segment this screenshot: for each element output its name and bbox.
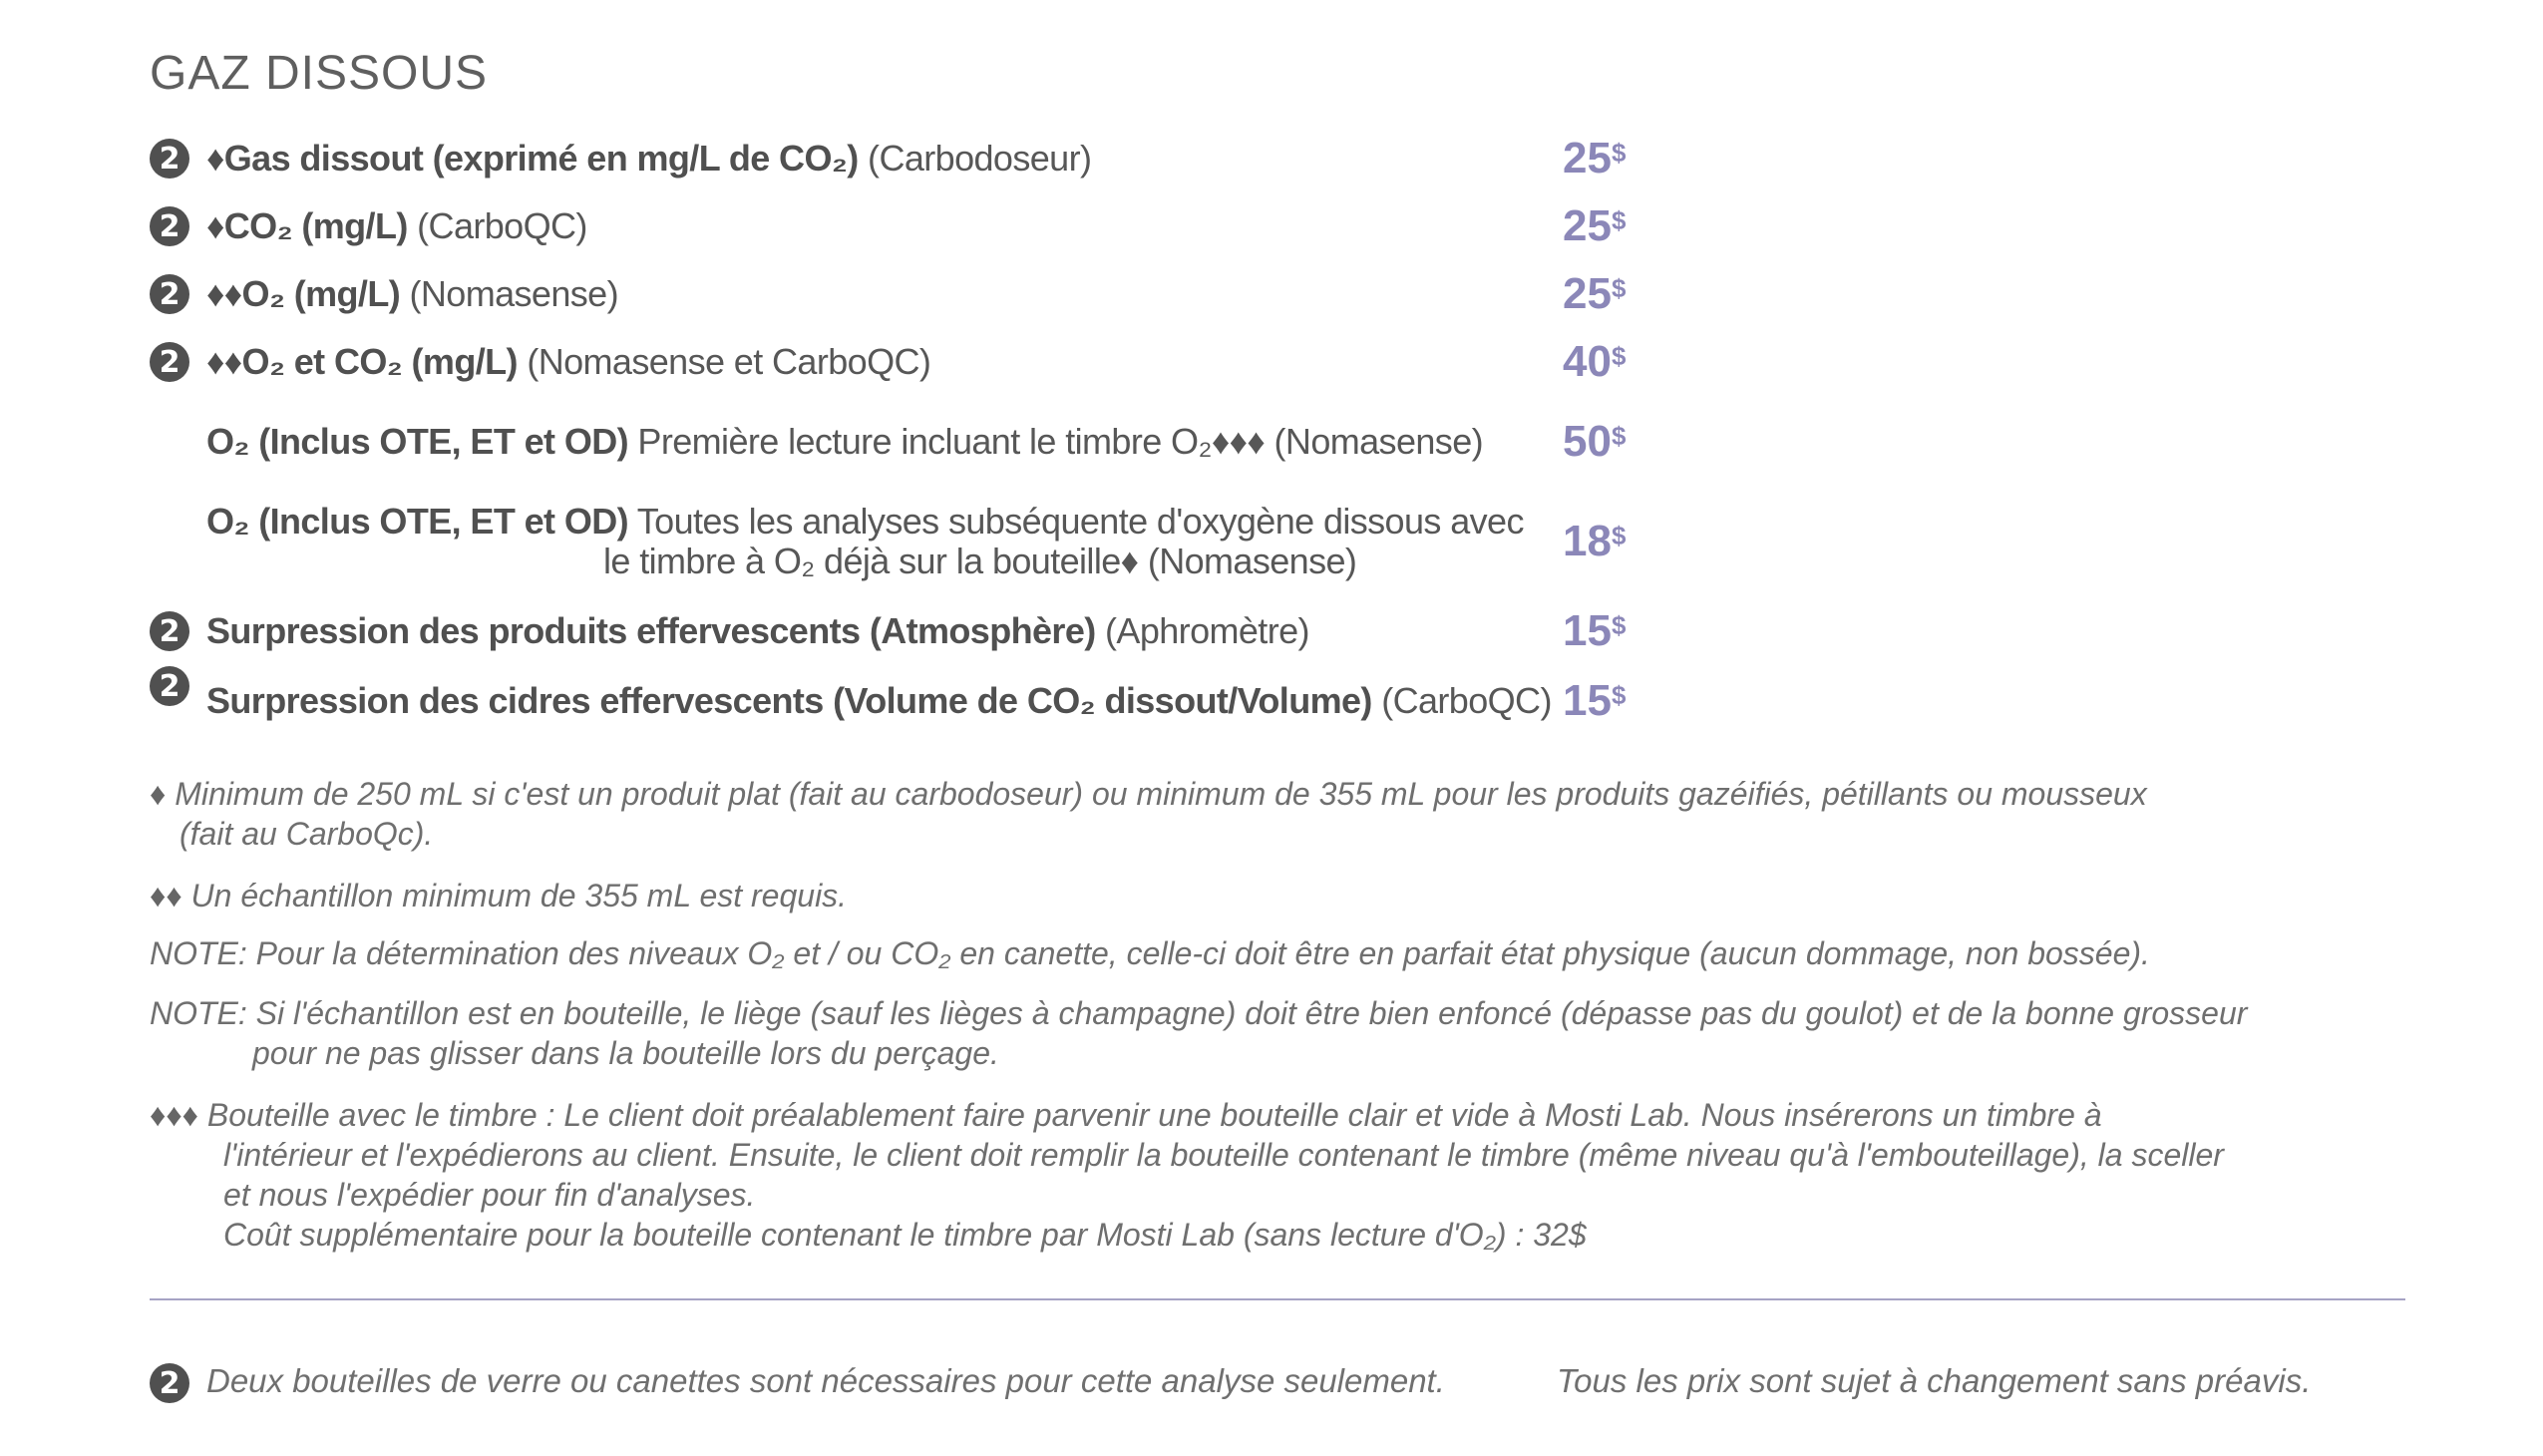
analysis-instrument: (Aphromètre): [1095, 610, 1309, 651]
currency-symbol: $: [1611, 680, 1627, 710]
analysis-name: Surpression des cidres effervescents (Volume de CO₂ dissout/Volume): [206, 680, 1372, 721]
price-value: 15: [1563, 606, 1612, 655]
analysis-instrument: (Carbodoseur): [858, 138, 1092, 179]
analysis-name: ♦♦O₂ et CO₂ (mg/L): [206, 341, 518, 382]
footnote-triple-diamond: [150, 1095, 2102, 1135]
currency-symbol: $: [1611, 421, 1627, 451]
footnote-note-bottle: NOTE: Si l'échantillon est en bouteille, le liège (sauf les lièges à champagne) doit être bien enfoncé (dépasse pas du goulot) et de la bonne grosseur: [150, 995, 2248, 1031]
analysis-description: [206, 341, 930, 383]
divider: [150, 1298, 2405, 1300]
footnote-text-continued: (fait au CarboQc).: [180, 816, 434, 852]
footnote-text: Minimum de 250 mL si c'est un produit plat (fait au carbodoseur) ou minimum de 355 mL pour les produits gazéifiés, pétillants ou mousseux: [166, 776, 2147, 812]
analysis-price: [1563, 337, 1626, 387]
currency-symbol: $: [1611, 205, 1627, 235]
analysis-description: [206, 501, 1524, 543]
analysis-description: [206, 205, 587, 247]
price-value: 15: [1563, 676, 1612, 725]
currency-symbol: $: [1611, 610, 1627, 640]
single-diamond-icon: ♦: [150, 776, 167, 812]
two-bottles-badge-icon: 2: [150, 1363, 189, 1403]
currency-symbol: $: [1611, 138, 1627, 168]
price-value: 25: [1563, 201, 1612, 250]
two-bottles-badge-icon: 2: [150, 611, 189, 651]
analysis-instrument: (Nomasense): [400, 273, 618, 314]
analysis-description: [206, 421, 1483, 463]
double-diamond-icon: ♦♦: [150, 878, 182, 913]
footnote-text: Un échantillon minimum de 355 mL est requis.: [182, 878, 848, 913]
analysis-price: [1563, 676, 1626, 726]
analysis-name: O₂ (Inclus OTE, ET et OD): [206, 501, 629, 542]
currency-symbol: $: [1611, 341, 1627, 371]
two-bottles-badge-icon: 2: [150, 666, 189, 706]
analysis-instrument: Première lecture incluant le timbre O₂♦♦♦ (Nomasense): [628, 421, 1484, 462]
currency-symbol: $: [1611, 273, 1627, 303]
analysis-price: [1563, 201, 1626, 251]
analysis-price: [1563, 134, 1626, 183]
analysis-name: O₂ (Inclus OTE, ET et OD): [206, 421, 629, 462]
price-value: 50: [1563, 417, 1612, 466]
analysis-price: [1563, 417, 1626, 467]
analysis-name: ♦♦O₂ (mg/L): [206, 273, 401, 314]
analysis-description: [206, 680, 1552, 722]
price-value: 25: [1563, 269, 1612, 318]
analysis-description: [206, 273, 618, 315]
footnote-note-can: NOTE: Pour la détermination des niveaux O₂ et / ou CO₂ en canette, celle-ci doit être en parfait état physique (aucun dommage, non bossée).: [150, 935, 2150, 971]
footer-price-disclaimer: Tous les prix sont sujet à changement sans préavis.: [1557, 1362, 2312, 1399]
two-bottles-badge-icon: 2: [150, 274, 189, 314]
footnote-text: Bouteille avec le timbre : Le client doit préalablement faire parvenir une bouteille clair et vide à Mosti Lab. Nous insérerons un timbre à: [197, 1097, 2102, 1133]
two-bottles-badge-icon: 2: [150, 206, 189, 246]
price-value: 18: [1563, 517, 1612, 565]
analysis-instrument: (Nomasense et CarboQC): [517, 341, 931, 382]
two-bottles-badge-icon: 2: [150, 342, 189, 382]
section-title: GAZ DISSOUS: [150, 47, 489, 100]
analysis-price: [1563, 517, 1626, 566]
analysis-price: [1563, 606, 1626, 656]
two-bottles-badge-icon: 2: [150, 139, 189, 179]
footnote-text-continued: Coût supplémentaire pour la bouteille contenant le timbre par Mosti Lab (sans lecture d'O₂) : 32$: [223, 1217, 1587, 1253]
footnote-single-diamond: [150, 774, 2147, 814]
analysis-instrument: Toutes les analyses subséquente d'oxygène dissous avec: [628, 501, 1524, 542]
price-value: 40: [1563, 337, 1612, 386]
footnote-double-diamond: [150, 876, 847, 915]
analysis-price: [1563, 269, 1626, 319]
footnote-text-continued: l'intérieur et l'expédierons au client. Ensuite, le client doit remplir la bouteille contenant le timbre (même niveau qu'à l'embouteillage), la sceller: [223, 1137, 2224, 1173]
triple-diamond-icon: ♦♦♦: [150, 1097, 198, 1133]
price-value: 25: [1563, 134, 1612, 182]
analysis-name: ♦CO₂ (mg/L): [206, 205, 408, 246]
analysis-name: ♦Gas dissout (exprimé en mg/L de CO₂): [206, 138, 859, 179]
footnote-text-continued: et nous l'expédier pour fin d'analyses.: [223, 1177, 756, 1213]
analysis-description: [206, 610, 1309, 652]
currency-symbol: $: [1611, 521, 1627, 550]
analysis-instrument: (CarboQC): [407, 205, 587, 246]
analysis-description-continued: le timbre à O₂ déjà sur la bouteille♦ (Nomasense): [603, 541, 1357, 581]
analysis-name: Surpression des produits effervescents (Atmosphère): [206, 610, 1096, 651]
analysis-description: [206, 138, 1091, 180]
analysis-instrument: (CarboQC): [1371, 680, 1552, 721]
footer-two-bottles-note: Deux bouteilles de verre ou canettes sont nécessaires pour cette analyse seulement.: [206, 1362, 1445, 1399]
footnote-text-continued: pour ne pas glisser dans la bouteille lors du perçage.: [252, 1035, 999, 1071]
